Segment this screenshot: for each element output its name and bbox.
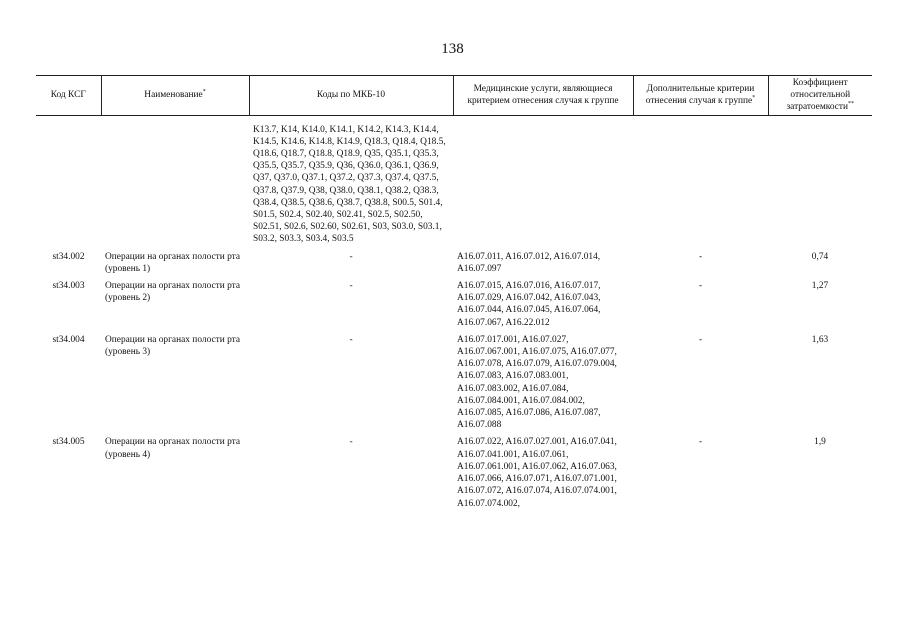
ksg-code-cell: st34.003 (52, 281, 85, 292)
additional-criteria-cell: - (698, 437, 703, 448)
mkb-codes-cell: - (349, 251, 353, 262)
coefficient-cell: 1,63 (811, 334, 829, 345)
additional-criteria-cell: - (698, 281, 703, 292)
header-additional: Дополнительные критерии отнесения случая к группе* (633, 76, 768, 116)
mkb-codes-cell: - (349, 437, 353, 448)
coefficient-cell: 0,74 (811, 251, 829, 262)
services-cell: A16.07.022, A16.07.027.001, A16.07.041, A16.07.041.001, A16.07.061, A16.07.061.001, A16.07.062, A16.07.063, A16.07.066, A16.07.071, A16.07.071.001, A16.07.072, A16.07.074, A16.07.074.001, A16.07.074.002, (457, 437, 617, 509)
footnote-mark: * (752, 95, 756, 102)
name-cell: Операции на органах полости рта (уровень 3) (105, 334, 241, 358)
services-cell: A16.07.015, A16.07.016, A16.07.017, A16.07.029, A16.07.042, A16.07.043, A16.07.044, A16.07.045, A16.07.064, A16.07.067, A16.22.012 (457, 281, 601, 328)
ksg-table (36, 75, 872, 515)
services-cell: A16.07.011, A16.07.012, A16.07.014, A16.07.097 (457, 251, 601, 274)
header-services: Медицинские услуги, являющиеся критерием отнесения случая к группе (453, 76, 633, 116)
additional-criteria-cell: - (698, 251, 703, 262)
table-row (36, 436, 872, 514)
name-cell: Операции на органах полости рта (уровень 1) (105, 251, 241, 274)
footnote-mark: * (202, 89, 206, 96)
mkb-codes-cell: K13.7, K14, K14.0, K14.1, K14.2, K14.3, K14.4, K14.5, K14.6, K14.8, K14.9, Q18.3, Q18.4, Q18.5, Q18.6, Q18.7, Q18.8, Q18.9, Q35, Q35.1, Q35.3, Q35.5, Q35.7, Q35.9, Q36, Q36.0, Q36.1, Q36.9, Q37, Q37.0, Q37.1, Q37.2, Q37.3, Q37.4, Q37.5, Q37.8, Q37.9, Q38, Q38.0, Q38.1, Q38.2, Q38.3, Q38.4, Q38.5, Q38.6, Q38.7, Q38.8, S00.5, S01.4, S01.5, S02.4, S02.40, S02.41, S02.5, S02.50, S02.51, S02.6, S02.60, S02.61, S03, S03.0, S03.1, S03.2, S03.3, S03.4, S03.5 (253, 124, 446, 245)
table-header-row (36, 76, 872, 116)
table-row (36, 251, 872, 280)
name-cell: Операции на органах полости рта (уровень 2) (105, 281, 241, 304)
header-coef: Коэффициент относительной затратоемкости** (768, 76, 872, 116)
coefficient-cell: 1,27 (811, 281, 829, 292)
mkb-codes-cell: - (349, 281, 353, 292)
page-number: 138 (441, 41, 464, 57)
footnote-mark: ** (848, 101, 855, 108)
additional-criteria-cell: - (698, 334, 703, 345)
table-row (36, 334, 872, 437)
name-cell: Операции на органах полости рта (уровень 4) (105, 437, 241, 460)
header-name: Наименование* (101, 76, 249, 116)
header-mkb: Коды по МКБ-10 (249, 76, 453, 116)
services-cell: A16.07.017.001, A16.07.027, A16.07.067.001, A16.07.075, A16.07.077, A16.07.078, A16.07.079, A16.07.079.004, A16.07.083, A16.07.083.001, A16.07.083.002, A16.07.084, A16.07.084.001, A16.07.084.002, A16.07.085, A16.07.086, A16.07.087, A16.07.088 (457, 334, 617, 431)
ksg-code-cell: st34.005 (52, 437, 85, 448)
table-row (36, 280, 872, 334)
continuation-row (36, 124, 872, 251)
coefficient-cell: 1,9 (814, 437, 826, 448)
header-code: Код КСГ (36, 76, 101, 116)
mkb-codes-cell: - (349, 334, 353, 345)
ksg-code-cell: st34.004 (52, 334, 85, 345)
ksg-code-cell: st34.002 (52, 251, 85, 262)
